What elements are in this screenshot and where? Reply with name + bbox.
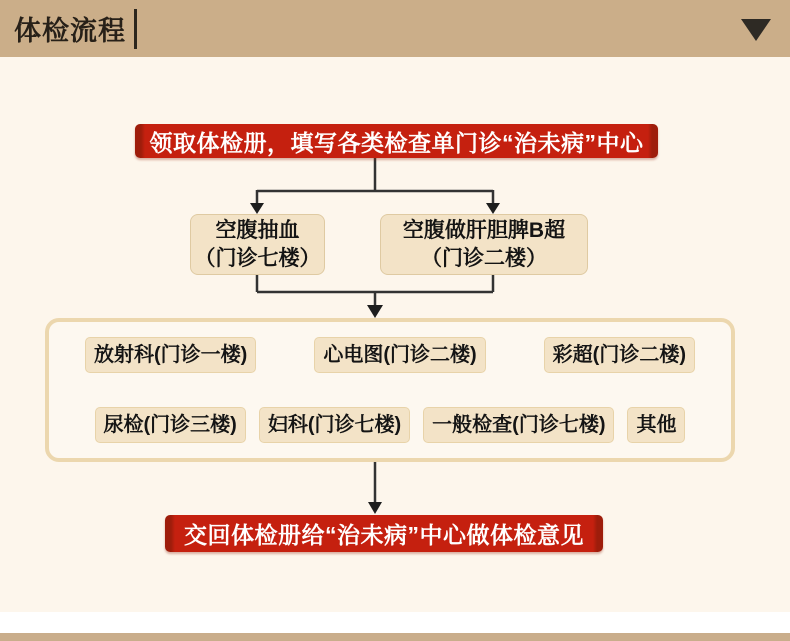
branch-title: 空腹抽血 [215,218,300,242]
department-chip: 放射科(门诊一楼) [85,337,256,373]
page-title: 体检流程 [14,16,126,46]
start-banner: 领取体检册，填写各类检查单门诊“治未病”中心 [135,124,658,158]
department-chip: 一般检查(门诊七楼) [423,407,614,443]
departments-panel [45,318,735,462]
branch-location: （门诊二楼） [421,246,547,270]
department-chip: 尿检(门诊三楼) [95,407,246,443]
branch-box-blood-draw [190,214,325,275]
footer-bar [0,633,790,641]
bottom-white-strip [0,612,790,633]
departments-row-1 [49,337,731,373]
header-bar [0,0,790,57]
department-chip: 妇科(门诊七楼) [259,407,410,443]
end-banner: 交回体检册给“治未病”中心做体检意见 [165,515,603,552]
title-divider [134,9,137,49]
caret-down-icon[interactable] [741,19,771,41]
department-chip: 心电图(门诊二楼) [314,337,485,373]
department-chip: 其他 [627,407,685,443]
branch-title: 空腹做肝胆脾B超 [402,218,566,242]
departments-row-2 [49,407,731,443]
department-chip: 彩超(门诊二楼) [544,337,695,373]
branch-location: （门诊七楼） [194,246,321,270]
branch-box-ultrasound [380,214,588,275]
